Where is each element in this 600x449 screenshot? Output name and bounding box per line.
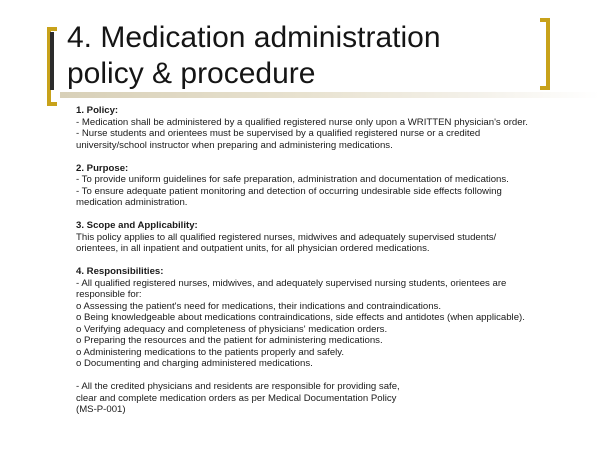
body-line: - To provide uniform guidelines for safe preparation, administration and documentation of medications. [76,174,509,185]
section-heading: 1. Policy: [76,105,119,116]
body-line: (MS-P-001) [76,404,126,415]
bullet-line: o Being knowledgeable about medications contraindications, side effects and antidotes (when applicable). [76,312,525,323]
title-divider [60,92,600,98]
left-bracket-accent [50,32,54,90]
bullet-line: o Administering medications to the patients properly and safely. [76,346,345,358]
right-bracket-decoration [540,18,550,90]
body-line: orientees, in all inpatient and outpatient units, for all physician ordered medications. [76,243,430,254]
bullet-line: o Preparing the resources and the patient for administering medications. [76,335,383,346]
slide-body [76,105,566,416]
section-heading: 2. Purpose: [76,162,129,174]
body-line: - Nurse students and orientees must be supervised by a qualified registered nurse or a credited [76,128,481,139]
section-responsibilities [76,266,566,416]
body-line: responsible for: [76,289,142,300]
bullet-line: o Verifying adequacy and completeness of physicians' medication orders. [76,323,388,335]
title-line-1: 4. Medication administration [67,21,441,54]
section-purpose [76,163,566,209]
body-line: university/school instructor when preparing and administering medications. [76,139,393,151]
body-line: - To ensure adequate patient monitoring and detection of occurring undesirable side effects following [76,185,502,197]
body-line: - Medication shall be administered by a qualified registered nurse only upon a WRITTEN physician's order. [76,116,528,128]
bullet-line: o Assessing the patient's need for medications, their indications and contraindications. [76,300,442,312]
body-line: clear and complete medication orders as per Medical Documentation Policy [76,392,397,404]
slide-title [67,20,537,92]
spacer [76,370,566,382]
body-line: This policy applies to all qualified registered nurses, midwives and adequately supervised students/ [76,231,497,243]
section-scope [76,220,566,255]
bullet-line: o Documenting and charging administered medications. [76,358,313,369]
body-line: medication administration. [76,197,188,208]
body-line: - All the credited physicians and residents are responsible for providing safe, [76,381,400,392]
title-line-2: policy & procedure [67,57,316,90]
body-line: - All qualified registered nurses, midwives, and adequately supervised nursing students, orientees are [76,277,507,289]
section-policy [76,105,566,151]
section-heading: 3. Scope and Applicability: [76,220,198,231]
section-heading: 4. Responsibilities: [76,266,164,277]
